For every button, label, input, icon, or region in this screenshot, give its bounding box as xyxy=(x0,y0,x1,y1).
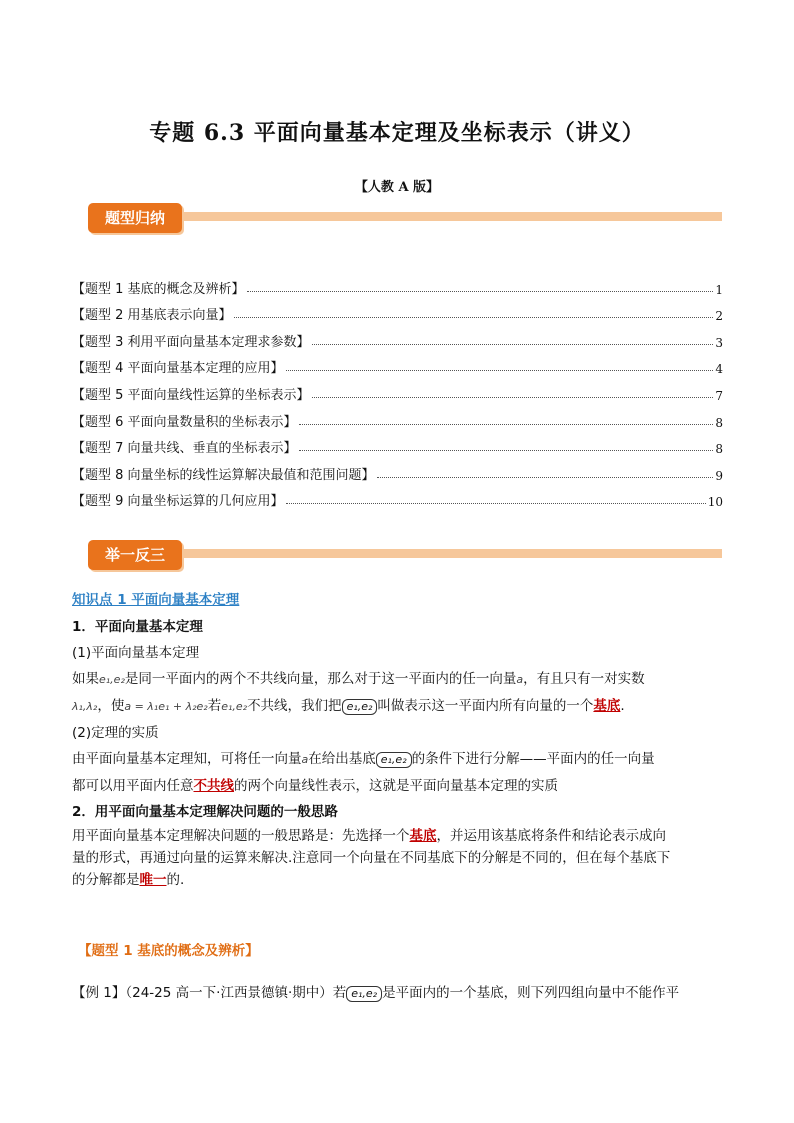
paragraph: 的分解都是唯一的. xyxy=(72,872,185,888)
document-title: 专题 6.3 平面向量基本定理及坐标表示（讲义） xyxy=(149,120,645,146)
table-of-contents xyxy=(72,270,723,509)
edition-label: 【人教 A 版】 xyxy=(354,180,440,195)
toc-item[interactable]: 【题型 5 平面向量线性运算的坐标表示】 7 xyxy=(72,387,723,403)
example-1: 【例 1】（24-25 高一下·江西景德镇·期中）若 e₁,e₂ 是平面内的一个基底，则下列四组向量中不能作平 xyxy=(72,985,680,1001)
toc-item[interactable]: 【题型 7 向量共线、垂直的坐标表示】 8 xyxy=(72,441,723,457)
heading-1: 1．平面向量基本定理 xyxy=(72,619,203,635)
practice-banner-line xyxy=(90,549,722,558)
paragraph: 量的形式，再通过向量的运算来解决.注意同一个向量在不同基底下的分解是不同的，但在每个基底下 xyxy=(72,850,671,866)
basis-symbol: e₁,e₂ xyxy=(376,752,412,768)
toc-banner-tag: 题型归纳 xyxy=(88,203,182,233)
paragraph: 都可以用平面内任意不共线的两个向量线性表示，这就是平面向量基本定理的实质 xyxy=(72,778,558,794)
knowledge-body xyxy=(72,614,722,891)
toc-item[interactable]: 【题型 4 平面向量基本定理的应用】 4 xyxy=(72,361,723,377)
practice-banner-tag: 举一反三 xyxy=(88,540,182,570)
toc-item[interactable]: 【题型 2 用基底表示向量】 2 xyxy=(72,308,723,324)
heading-2: 2．用平面向量基本定理解决问题的一般思路 xyxy=(72,804,338,820)
sub-heading-1: (1)平面向量基本定理 xyxy=(72,645,200,661)
toc-item[interactable]: 【题型 9 向量坐标运算的几何应用】 10 xyxy=(72,494,723,510)
paragraph: 用平面向量基本定理解决问题的一般思路是：先选择一个基底，并运用该基底将条件和结论表示成向 xyxy=(72,828,666,844)
knowledge-point-title: 知识点 1 平面向量基本定理 xyxy=(72,592,240,608)
toc-item[interactable]: 【题型 6 平面向量数量积的坐标表示】 8 xyxy=(72,414,723,430)
paragraph: λ₁,λ₂，使a = λ₁e₁ + λ₂e₂若e₁,e₂不共线，我们把 e₁,e₂ 叫做表示这一平面内所有向量的一个基底. xyxy=(72,698,625,714)
toc-banner-line xyxy=(90,212,722,221)
toc-item[interactable]: 【题型 8 向量坐标的线性运算解决最值和范围问题】 9 xyxy=(72,467,723,483)
sub-heading-2: (2)定理的实质 xyxy=(72,725,159,741)
paragraph: 由平面向量基本定理知，可将任一向量a在给出基底 e₁,e₂ 的条件下进行分解——平面内的任一向量 xyxy=(72,751,655,767)
basis-symbol: e₁,e₂ xyxy=(342,699,378,715)
basis-symbol: e₁,e₂ xyxy=(346,986,382,1002)
toc-item[interactable]: 【题型 1 基底的概念及辨析】 1 xyxy=(72,281,723,297)
section-title: 【题型 1 基底的概念及辨析】 xyxy=(78,943,259,959)
toc-item[interactable]: 【题型 3 利用平面向量基本定理求参数】 3 xyxy=(72,334,723,350)
paragraph: 如果e₁,e₂是同一平面内的两个不共线向量，那么对于这一平面内的任一向量a，有且只有一对实数 xyxy=(72,671,645,687)
